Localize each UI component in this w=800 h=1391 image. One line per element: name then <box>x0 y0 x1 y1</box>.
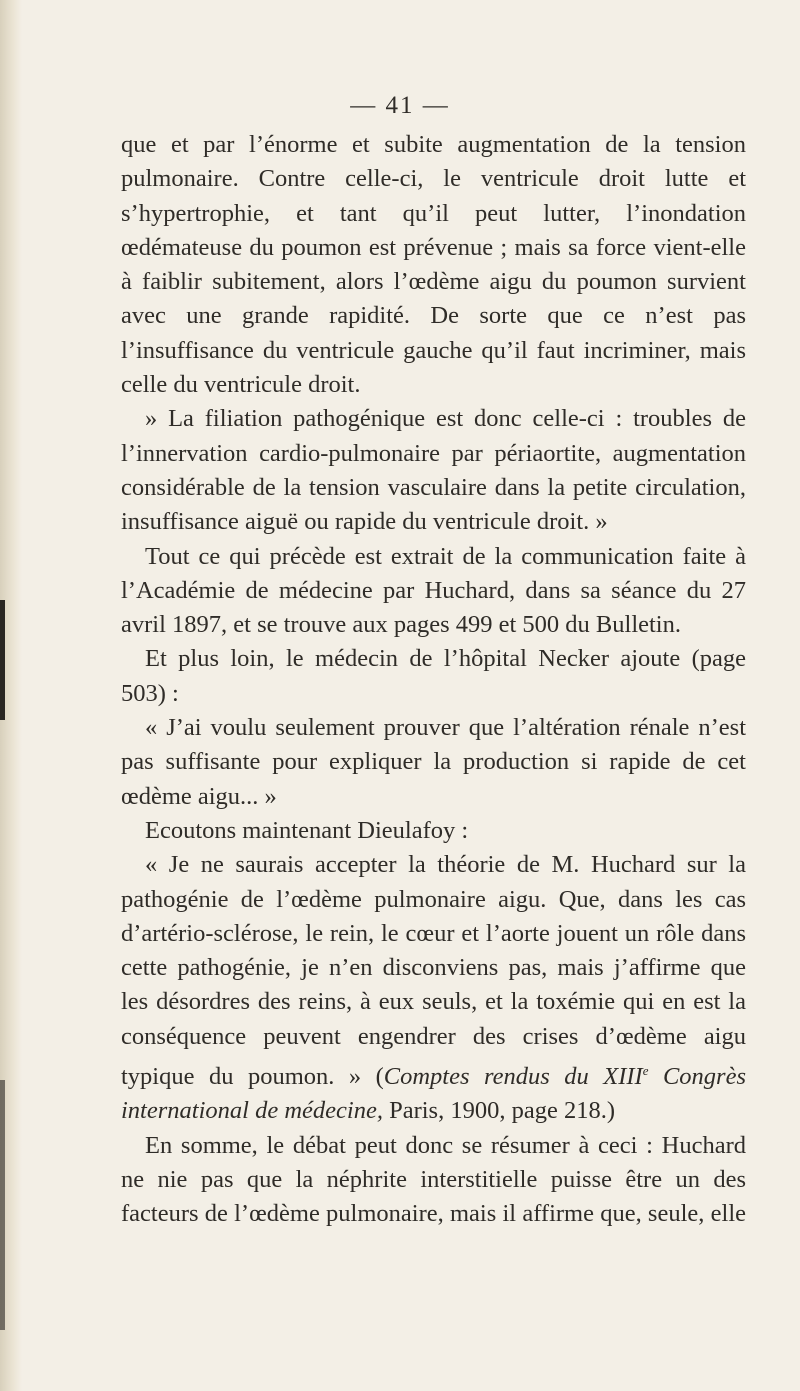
citation-source: Paris, 1900, page 218.) <box>382 1097 615 1125</box>
page-number-header: — 41 — <box>350 92 450 119</box>
page-body <box>121 128 746 1232</box>
citation-title: Comptes rendus du XIIIe Congrès international de médecine, <box>121 1063 746 1125</box>
superscript: e <box>642 1063 649 1079</box>
binding-mark <box>0 600 5 720</box>
paragraph: En somme, le débat peut donc se résumer à ceci : Huchard ne nie pas que la néphrite interstitielle puisse être un des facteurs de l’œdème pulmonaire, mais il affirme que, seule, elle <box>121 1131 746 1228</box>
paragraph: Et plus loin, le médecin de l’hôpital Necker ajoute (page 503) : <box>121 645 746 707</box>
paragraph: Ecoutons maintenant Dieulafoy : <box>145 816 469 844</box>
paragraph: Tout ce qui précède est extrait de la communication faite à l’Académie de médecine par Huchard, dans sa séance du 27 avril 1897, et se trouve aux pages 499 et 500 du Bulletin. <box>121 542 746 639</box>
quote-paragraph <box>121 848 746 1129</box>
quote-text: « Je ne saurais accepter la théorie de M. Huchard sur la pathogénie de l’œdème pulmonaire aigu. Que, dans les cas d’artério-sclérose, le rein, le cœur et l’aorte jouent un rôle dans cette pathogénie, je n’en disconviens pas, mais j’affirme que les désordres des reins, à eux seuls, et la toxémie qui en est la conséquence peuvent engendrer des crises d’œdème aigu typique du poumon. » ( <box>121 851 746 1091</box>
quote-paragraph: « J’ai voulu seulement prouver que l’altération rénale n’est pas suffisante pour expliquer la production si rapide de cet œdème aigu... » <box>121 714 746 810</box>
paragraph: » La filiation pathogénique est donc celle-ci : troubles de l’innervation cardio-pulmonaire par périaortite, augmentation considérable de la tension vasculaire dans la petite circulation, insuffisance aiguë ou rapide du ventricule droit. » <box>121 405 746 536</box>
binding-mark <box>0 1080 5 1330</box>
paragraph: que et par l’énorme et subite augmentation de la tension pulmonaire. Contre celle-ci, le ventricule droit lutte et s’hypertrophie, et tant qu’il peut lutter, l’inondation œdémateuse du poumon est prévenue ; mais sa force vient-elle à faiblir subitement, alors l’œdème aigu du poumon survient avec une grande rapidité. De sorte que ce n’est pas l’insuffisance du ventricule gauche qu’il faut incriminer, mais celle du ventricule droit. <box>121 131 746 399</box>
